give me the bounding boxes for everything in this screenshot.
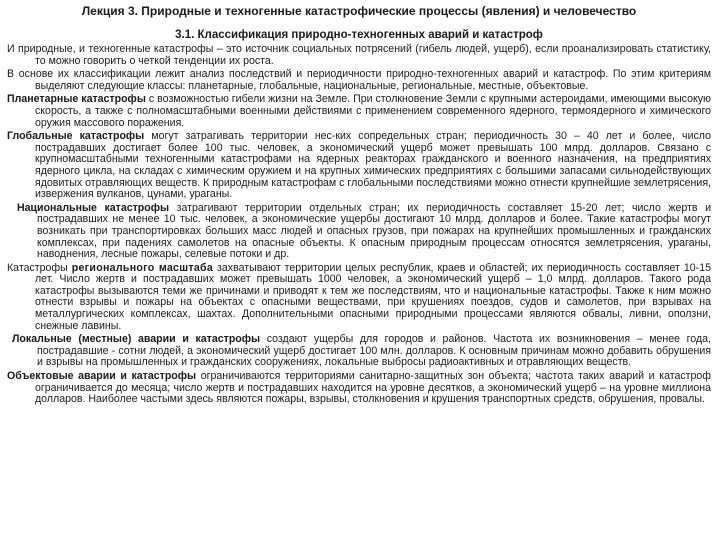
paragraph-regional bbox=[7, 263, 711, 333]
paragraph-planetary bbox=[7, 94, 711, 129]
paragraph-text: затрагивают территории отдельных стран; их периодичность составляет 15-20 лет; число жертв и пострадавших не менее 10 тыс. человек, а экономические ущербы достигают 10 млрд. долларов и более. Такие катастрофы могут возникать при транспортировках больших масс людей и опасных грузов, при пожарах на крупнейших промышленных и гражданских комплексах, при падениях самолетов на опасные объекты. К опасным природным процессам относятся землетрясения, ураганы, наводнения, лесные пожары, селевые потоки и др. bbox=[37, 201, 711, 261]
paragraph-text: с возможностью гибели жизни на Земле. При столкновение Земли с крупными астероидами, имеющими высокую скорость, а также с полномасштабными военными действиями с применением современного ядерного, термоядерного и химического оружия массового поражения. bbox=[35, 93, 711, 129]
paragraph-text: создают ущербы для городов и районов. Частота их возникновения – менее года, пострадавшие - сотни людей, а экономический ущерб достигает 100 млн. долларов. К основным причинам можно добавить обрушения и взрывы на промышленных и гражданских сооружениях, локальные выбросы радиоактивных и отравляющих веществ. bbox=[37, 333, 711, 369]
term-planetary: Планетарные катастрофы bbox=[7, 93, 146, 106]
paragraph-national bbox=[7, 203, 711, 261]
paragraph-global bbox=[7, 131, 711, 201]
paragraph-text: ограничиваются территориями санитарно-защитных зон объекта; частота таких аварий и катастроф ограничивается до месяца; число жертв и пострадавших находится на уровне десятков, а экономический ущерб – на уровне миллиона долларов. Наиболее частыми здесь являются пожары, взрывы, столкновения и крушения транспортных средств, обрушения, провалы. bbox=[35, 370, 711, 406]
term-global: Глобальные катастрофы bbox=[7, 130, 145, 143]
term-local: Локальные (местные) аварии и катастрофы bbox=[12, 333, 261, 346]
section-title: 3.1. Классификация природно-техногенных аварий и катастроф bbox=[175, 29, 543, 41]
paragraph-classification bbox=[7, 69, 711, 92]
term-prefix: Катастрофы bbox=[7, 261, 72, 274]
term-regional: регионального масштаба bbox=[71, 261, 214, 274]
paragraph-intro bbox=[7, 44, 711, 67]
paragraph-local bbox=[7, 334, 711, 369]
paragraph-text: И природные, и техногенные катастрофы – это источник социальных потрясений (гибель людей, ущерб), если проанализировать статистику, то можно говорить о четкой тенденции их роста. bbox=[7, 43, 711, 67]
term-object: Объектовые аварии и катастрофы bbox=[7, 370, 197, 383]
paragraph-text: могут затрагивать территории нес-ких сопредельных стран; периодичность 30 – 40 лет и более, число пострадавших достигает более 100 тыс. человек, а экономический ущерб может превышать 100 млрд. долларов. Связано с крупномасштабными техногенными катастрофами на ядерных реакторах гражданского и военного назначения, на предприятиях ядерного цикла, на складах с химическим оружием и на крупных химических предприятиях с большими запасами сильнодействующих ядовитых отравляющих веществ. К природным катастрофам с глобальными последствиями можно отнести крупнейшие землетрясения, извержения вулканов, цунами, ураганы. bbox=[35, 130, 711, 201]
paragraph-object bbox=[7, 371, 711, 406]
paragraph-text: В основе их классификации лежит анализ последствий и периодичности природно-техногенных аварий и катастроф. По этим критериям выделяют следующие классы: планетарные, глобальные, национальные, региональные, местные, объектовые. bbox=[7, 68, 711, 92]
lecture-header: Лекция 3. Природные и техногенные катастрофические процессы (явления) и человечество bbox=[81, 4, 637, 18]
paragraph-text: захватывают территории целых республик, краев и областей; их периодичность составляет 10-15 лет. Число жертв и пострадавших может превышать 1000 человек, а экономический ущерб – 1,0 млрд. долларов. Такого рода катастрофы вызываются теми же причинами и приводят к тем же последствиям, что и национальные катастрофы. Также к ним можно отнести взрывы и пожары на объектах с опасными веществами, при крушениях поездов, судов и самолетов, при взрывах на металлургических комплексах, шахтах. Дополнительными опасными природными процессами являются обвалы, ливни, оползни, снежные лавины. bbox=[35, 261, 711, 332]
term-national: Национальные катастрофы bbox=[17, 201, 170, 214]
